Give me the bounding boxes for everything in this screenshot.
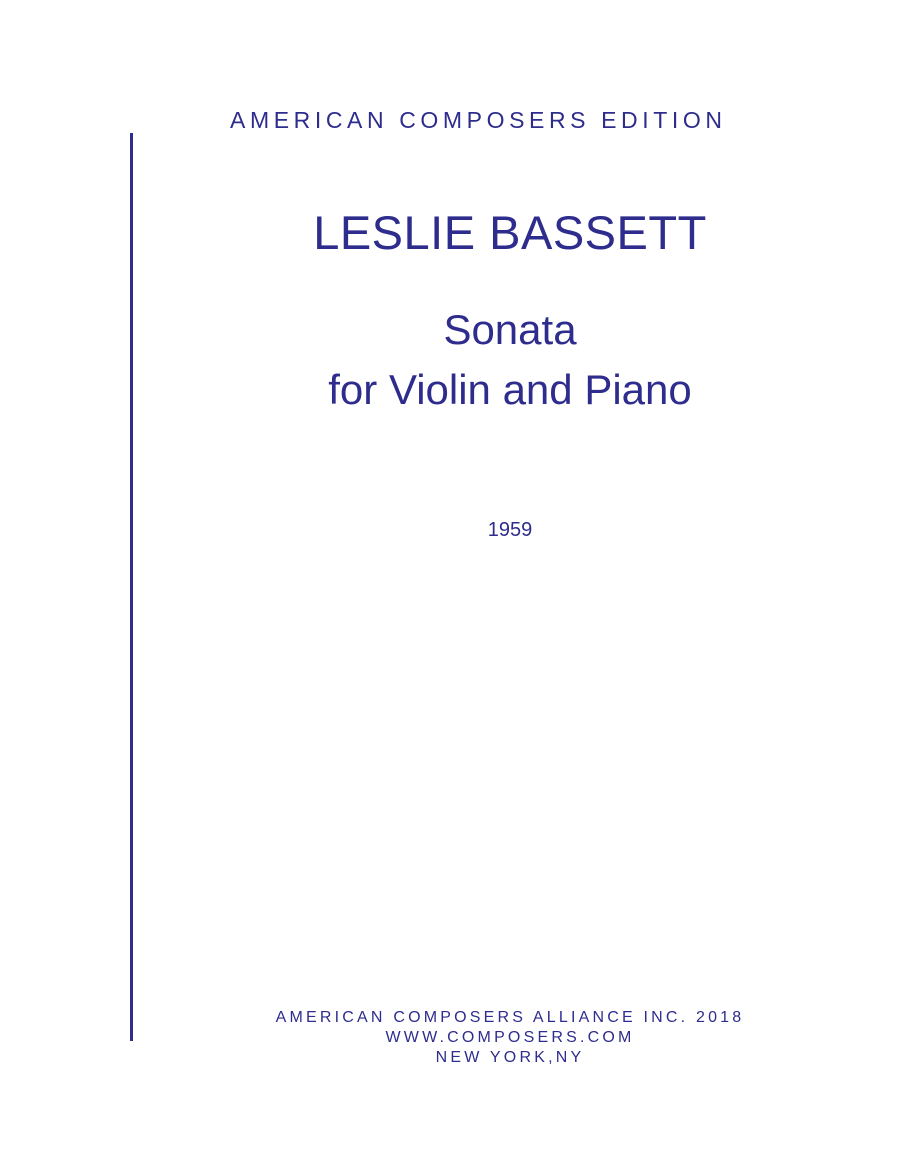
publisher-heading: AMERICAN COMPOSERS EDITION bbox=[230, 107, 727, 133]
composer-name: LESLIE BASSETT bbox=[313, 206, 707, 259]
work-subtitle: for Violin and Piano bbox=[328, 366, 692, 413]
composition-year: 1959 bbox=[487, 519, 533, 541]
footer-publisher: AMERICAN COMPOSERS ALLIANCE INC. 2018 bbox=[275, 1009, 745, 1026]
footer-location: NEW YORK,NY bbox=[435, 1049, 585, 1066]
vertical-rule bbox=[130, 133, 133, 1041]
work-title: Sonata bbox=[443, 306, 577, 353]
footer-website: WWW.COMPOSERS.COM bbox=[385, 1029, 635, 1046]
